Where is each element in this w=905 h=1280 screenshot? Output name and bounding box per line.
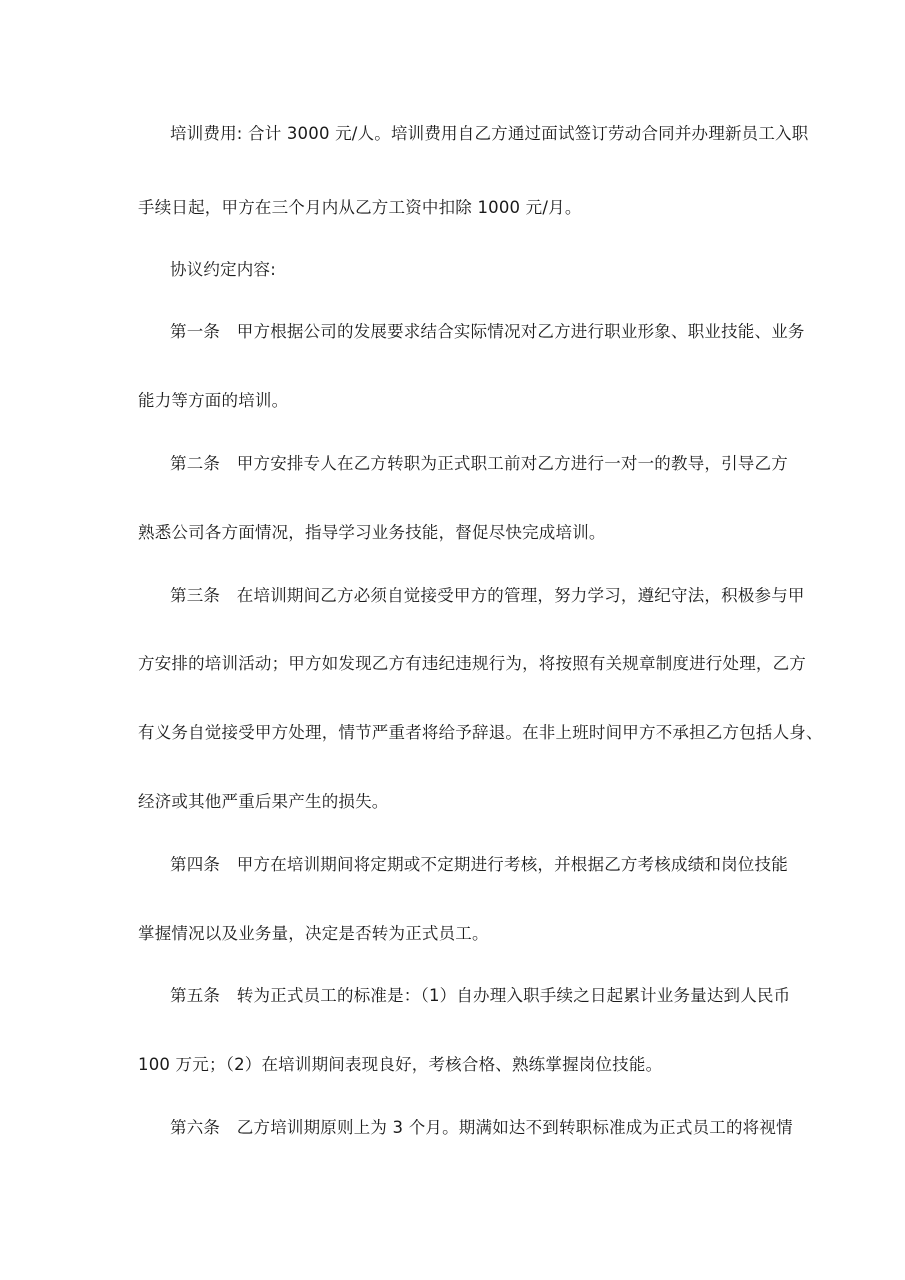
text-line-fee-cont: 手续日起，甲方在三个月内从乙方工资中扣除 1000 元/月。 [138, 198, 582, 217]
article-1-line-2: 能力等方面的培训。 [138, 391, 289, 410]
article-4-line-2: 掌握情况以及业务量，决定是否转为正式员工。 [138, 924, 489, 943]
section-heading: 协议约定内容: [170, 260, 276, 279]
article-3-line-3: 有义务自觉接受甲方处理，情节严重者将给予辞退。在非上班时间甲方不承担乙方包括人身、 [138, 723, 823, 742]
article-6-line-1: 第六条 乙方培训期原则上为 3 个月。期满如达不到转职标准成为正式员工的将视情 [170, 1118, 793, 1137]
article-5-line-2: 100 万元；（2）在培训期间表现良好，考核合格、熟练掌握岗位技能。 [138, 1055, 663, 1074]
article-2-line-2: 熟悉公司各方面情况，指导学习业务技能，督促尽快完成培训。 [138, 523, 606, 542]
article-5-line-1: 第五条 转为正式员工的标准是：（1）自办理入职手续之日起累计业务量达到人民币 [170, 986, 791, 1005]
article-3-line-4: 经济或其他严重后果产生的损失。 [138, 792, 389, 811]
article-4-line-1: 第四条 甲方在培训期间将定期或不定期进行考核，并根据乙方考核成绩和岗位技能 [170, 855, 788, 874]
article-1-line-1: 第一条 甲方根据公司的发展要求结合实际情况对乙方进行职业形象、职业技能、业务 [170, 322, 805, 341]
article-3-line-2: 方安排的培训活动；甲方如发现乙方有违纪违规行为，将按照有关规章制度进行处理，乙方 [138, 654, 806, 673]
article-3-line-1: 第三条 在培训期间乙方必须自觉接受甲方的管理，努力学习，遵纪守法，积极参与甲 [170, 586, 805, 605]
text-line-fee: 培训费用: 合计 3000 元/人。培训费用自乙方通过面试签订劳动合同并办理新员工入职 [170, 124, 809, 143]
article-2-line-1: 第二条 甲方安排专人在乙方转职为正式职工前对乙方进行一对一的教导，引导乙方 [170, 454, 788, 473]
